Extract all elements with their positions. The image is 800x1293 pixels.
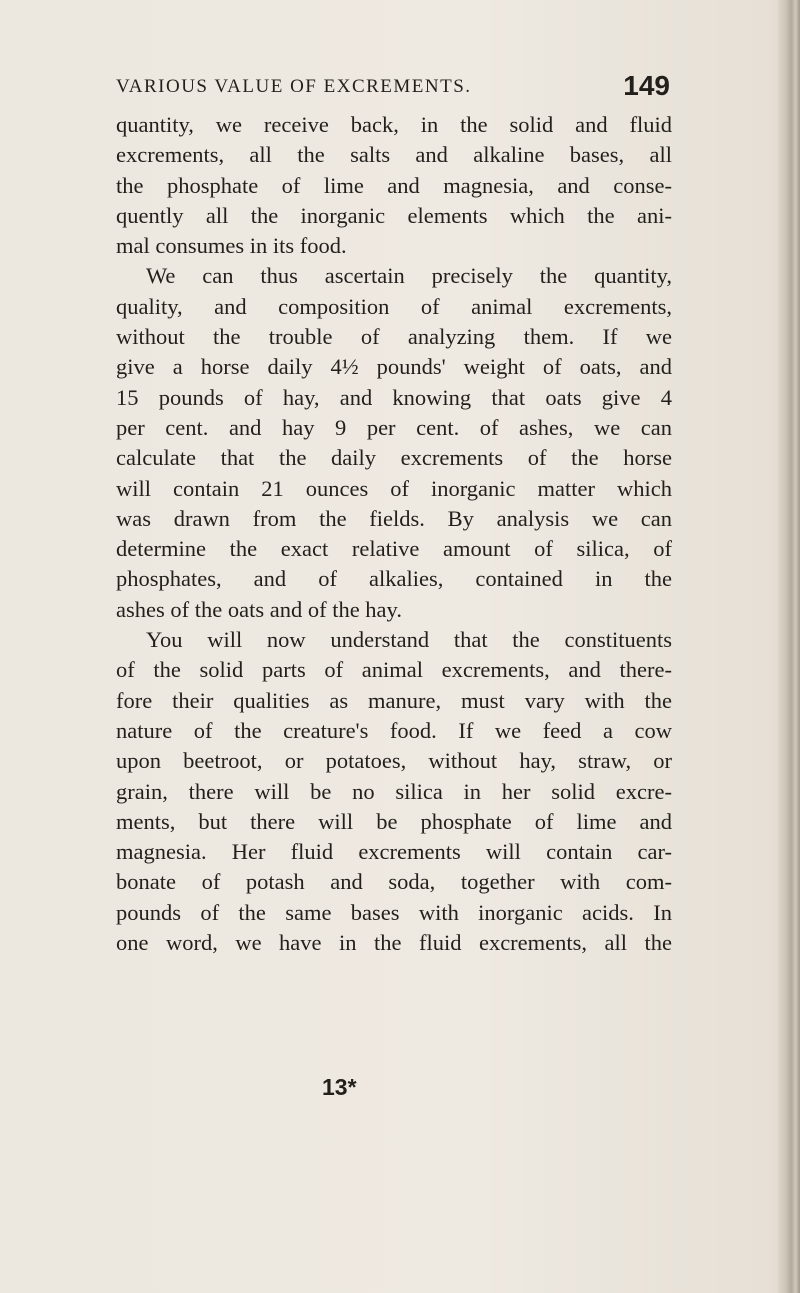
- signature-mark: 13*: [322, 1074, 357, 1100]
- text-line: nature of the creature's food. If we feed a cow: [116, 717, 672, 743]
- text-line: calculate that the daily excrements of the horse: [116, 445, 672, 471]
- page-edge-shadow: [778, 0, 800, 1293]
- text-line: quantity, we receive back, in the solid and fluid: [116, 112, 672, 137]
- text-line: quality, and composition of animal excrements,: [116, 293, 672, 319]
- text-line: pounds of the same bases with inorganic acids. In: [116, 899, 672, 925]
- text-line: excrements, all the salts and alkaline bases, all: [116, 142, 672, 168]
- text-line: bonate of potash and soda, together with com-: [116, 869, 672, 895]
- text-line: give a horse daily 4½ pounds' weight of oats, and: [116, 354, 672, 380]
- text-line: per cent. and hay 9 per cent. of ashes, we can: [116, 414, 672, 440]
- text-line: of the solid parts of animal excrements, and there-: [116, 657, 672, 683]
- body-text: [116, 110, 672, 958]
- page-number: 149: [623, 70, 670, 101]
- text-line: ments, but there will be phosphate of lime and: [116, 808, 672, 834]
- text-line: quently all the inorganic elements which the ani-: [116, 202, 672, 228]
- text-line: without the trouble of analyzing them. If we: [116, 324, 672, 350]
- text-line: mal consumes in its food.: [116, 233, 347, 259]
- text-line: You will now understand that the constituents: [146, 627, 672, 653]
- text-line: fore their qualities as manure, must vary with the: [116, 687, 672, 713]
- text-line: 15 pounds of hay, and knowing that oats give 4: [116, 384, 672, 410]
- text-line: grain, there will be no silica in her solid excre-: [116, 778, 672, 804]
- text-line: phosphates, and of alkalies, contained in the: [116, 566, 672, 592]
- text-line: ashes of the oats and of the hay.: [116, 596, 402, 622]
- text-line: one word, we have in the fluid excrements, all the: [116, 930, 672, 956]
- text-line: was drawn from the fields. By analysis we can: [116, 505, 672, 531]
- text-line: the phosphate of lime and magnesia, and conse-: [116, 172, 672, 198]
- text-line: will contain 21 ounces of inorganic matter which: [116, 475, 672, 501]
- text-line: magnesia. Her fluid excrements will contain car-: [116, 839, 672, 865]
- running-head-title: VARIOUS VALUE OF EXCREMENTS.: [116, 76, 472, 97]
- text-line: We can thus ascertain precisely the quantity,: [146, 263, 672, 289]
- text-line: upon beetroot, or potatoes, without hay, straw, or: [116, 748, 672, 774]
- running-head: [116, 72, 670, 106]
- text-line: determine the exact relative amount of silica, of: [116, 536, 672, 562]
